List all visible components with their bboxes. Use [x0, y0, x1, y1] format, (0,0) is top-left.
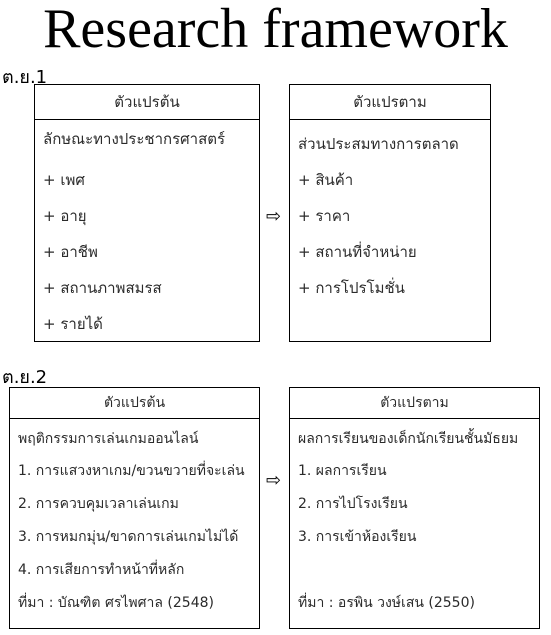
- box-line: + สินค้า: [298, 171, 354, 189]
- box-line: + ราคา: [298, 207, 351, 225]
- box-line: 3. การหมกมุ่น/ขาดการเล่นเกมไม่ได้: [18, 529, 239, 545]
- box-line: 1. ผลการเรียน: [298, 463, 387, 479]
- box-header: ตัวแปรต้น: [35, 85, 259, 120]
- box-line: ที่มา : อรพิน วงษ์เสน (2550): [298, 595, 475, 611]
- dependent-variable-box: [289, 387, 540, 629]
- example-2-label: ต.ย.2: [2, 367, 48, 388]
- box-line: ลักษณะทางประชากรศาสตร์: [43, 130, 226, 148]
- box-line: 2. การควบคุมเวลาเล่นเกม: [18, 496, 179, 512]
- box-header: ตัวแปรต้น: [10, 388, 259, 419]
- dependent-variable-box: [289, 84, 491, 342]
- box-line: ผลการเรียนของเด็กนักเรียนชั้นมัธยม: [298, 431, 519, 447]
- box-line: + การโปรโมชั่น: [298, 279, 405, 297]
- box-line: 2. การไปโรงเรียน: [298, 496, 408, 512]
- box-line: 3. การเข้าห้องเรียน: [298, 529, 417, 545]
- box-line: + รายได้: [43, 315, 103, 333]
- box-header: ตัวแปรตาม: [290, 85, 490, 120]
- box-line: + สถานที่จำหน่าย: [298, 243, 417, 261]
- box-line: ส่วนประสมทางการตลาด: [298, 135, 459, 153]
- box-line: + สถานภาพสมรส: [43, 279, 162, 297]
- box-line: 4. การเสียการทำหน้าที่หลัก: [18, 562, 185, 578]
- box-line: 1. การแสวงหาเกม/ขวนขวายที่จะเล่น: [18, 463, 245, 479]
- box-line: พฤติกรรมการเล่นเกมออนไลน์: [18, 431, 199, 447]
- box-header: ตัวแปรตาม: [290, 388, 539, 419]
- box-line: + เพศ: [43, 171, 85, 189]
- arrow-right-icon: ⇨: [266, 470, 282, 491]
- box-line: + อายุ: [43, 207, 87, 225]
- independent-variable-box: [34, 84, 260, 342]
- page-title: Research framework: [43, 0, 508, 60]
- box-line: + อาชีพ: [43, 243, 98, 261]
- example-1-label: ต.ย.1: [2, 67, 48, 88]
- box-line: ที่มา : บัณฑิต ศรไพศาล (2548): [18, 595, 214, 611]
- box-line: [298, 554, 531, 587]
- independent-variable-box: [9, 387, 260, 629]
- arrow-right-icon: ⇨: [266, 206, 282, 227]
